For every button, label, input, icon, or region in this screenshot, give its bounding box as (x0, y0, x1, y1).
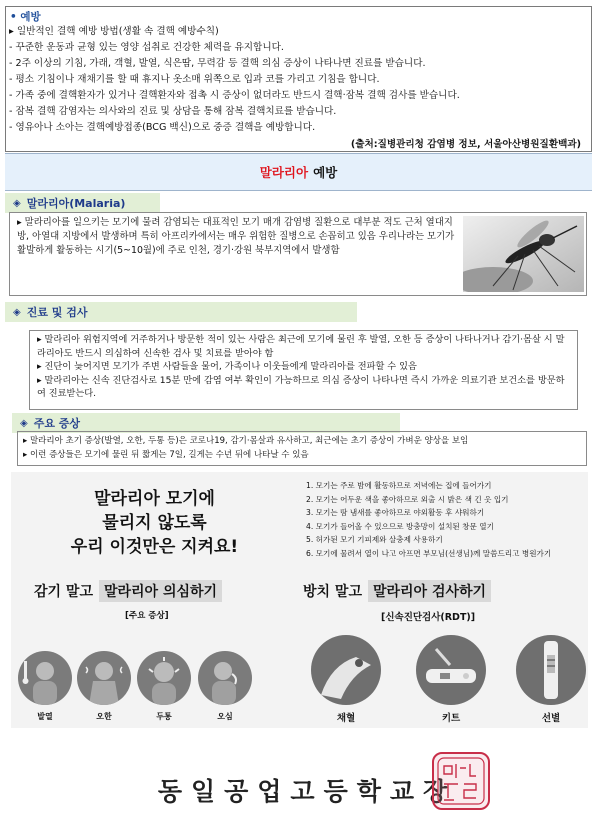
section-title: 말라리아(Malaria) (26, 197, 126, 210)
prevention-item: - 꾸준한 운동과 균형 있는 영양 섭취로 건강한 체력을 유지합니다. (9, 42, 284, 53)
diamond-icon: ◈ (13, 306, 21, 318)
poster-heading-line: 물리지 않도록 (102, 513, 207, 533)
prevention-item: - 2주 이상의 기침, 가래, 객혈, 발열, 식은땀, 무력감 등 결핵 의심 증상이 나타나면 진료를 받습니다. (9, 58, 426, 69)
symptom-caption: 발열 (37, 712, 53, 721)
section-label-symptoms (12, 413, 400, 433)
prevention-item: - 영유아나 소아는 결핵예방접종(BCG 백신)으로 중증 결핵을 예방합니다. (9, 122, 316, 133)
mosquito-photo (463, 216, 584, 292)
tip-item: 6. 모기에 물려서 열이 나고 아프면 부모님(선생님)께 말씀드리고 병원가기 (306, 548, 552, 558)
prevention-item: ▸ 일반적인 결핵 예방 방법(생활 속 결핵 예방수칙) (9, 26, 219, 37)
section-title: 진료 및 검사 (26, 306, 88, 319)
prevention-item: - 가족 중에 결핵환자가 있거나 결핵환자와 접촉 시 증상이 없더라도 반드시 결핵·잠복 결핵 검사를 받습니다. (9, 90, 460, 101)
headache-icon (137, 651, 191, 705)
section-label-treatment (5, 302, 357, 322)
banner-test-malaria (303, 577, 491, 604)
banner-highlight: 말라리아 의심하기 (99, 580, 222, 602)
prevention-source: (출처:질병관리청 감염병 정보, 서울아산병원질환백과) (350, 139, 581, 150)
diamond-icon: ◈ (20, 417, 28, 429)
symptoms-list (23, 434, 583, 462)
symptom-item: ▸ 이런 증상들은 모기에 물린 뒤 짧게는 7일, 길게는 수년 뒤에 나타날 수 있음 (23, 450, 309, 460)
diamond-icon: ◈ (13, 197, 21, 209)
banner-suspect-malaria (34, 577, 222, 604)
title-red-text: 말라리아 (259, 165, 309, 180)
treatment-list (37, 333, 573, 401)
title-black-text: 예방 (313, 165, 338, 180)
main-symptoms-label: [주요 증상] (125, 611, 169, 621)
test-kit-icon (416, 635, 486, 705)
chills-icon (77, 651, 131, 705)
banner-plain: 방치 말고 (303, 583, 362, 600)
poster-heading-line: 말라리아 모기에 (94, 489, 215, 509)
tip-item: 1. 모기는 주로 밤에 활동하므로 저녁에는 집에 들어가기 (306, 481, 492, 490)
section-title: 주요 증상 (33, 417, 81, 430)
malaria-title-bar (5, 153, 592, 191)
test-caption: 키트 (441, 713, 461, 724)
tip-item: 5. 허가된 모기 기피제와 살충제 사용하기 (306, 535, 443, 545)
symptom-caption: 두통 (156, 712, 172, 721)
poster-tips (306, 479, 588, 561)
test-caption: 선별 (541, 713, 561, 724)
test-strip-icon (516, 635, 586, 705)
section-label-malaria (5, 193, 160, 213)
banner-plain: 감기 말고 (34, 583, 93, 600)
banner-highlight: 말라리아 검사하기 (368, 580, 491, 602)
official-seal (432, 752, 490, 810)
symptom-item: ▸ 말라리아 초기 증상(발열, 오한, 두통 등)은 코로나19, 감기·몸살과 유사하고, 최근에는 초기 증상이 가벼운 양상을 보임 (23, 436, 469, 446)
school-principal-signature: 동일공업고등학교장 (157, 777, 457, 806)
treatment-item: ▸ 말라리아는 신속 진단검사로 15분 만에 감염 여부 확인이 가능하므로 의심 증상이 나타나면 즉시 가까운 의료기관 보건소를 방문하여 진료받는다. (37, 374, 565, 400)
treatment-item: ▸ 진단이 늦어지면 모기가 주변 사람들을 물어, 가족이나 이웃들에게 말라리아를 전파할 수 있음 (37, 361, 417, 373)
tip-item: 2. 모기는 어두운 색을 좋아하므로 외출 시 밝은 색 긴 옷 입기 (306, 494, 509, 504)
symptom-caption: 오한 (96, 712, 112, 721)
tip-item: 4. 모기가 들어올 수 있으므로 방충망이 설치된 창문 열기 (306, 521, 494, 531)
poster-heading-line: 우리 이것만은 지켜요! (70, 537, 239, 557)
fever-icon (18, 651, 72, 705)
nausea-icon (198, 651, 252, 705)
poster-heading (32, 487, 277, 559)
prevention-heading: • 예방 (10, 11, 41, 23)
symptom-caption: 오심 (217, 712, 233, 721)
treatment-item: ▸ 말라리아 위험지역에 거주하거나 방문한 적이 있는 사람은 최근에 모기에 물린 후 발열, 오한 등 증상이 나타나거나 감기·몸살 시 말라리아도 반드시 의심하여 신속한 검사 및 치료를 받아야 함 (37, 334, 565, 359)
tip-item: 3. 모기는 땀 냄새를 좋아하므로 야외활동 후 샤워하기 (306, 508, 485, 518)
prevention-list (9, 24, 587, 136)
blood-draw-icon (311, 635, 381, 705)
malaria-description: ▸ 말라리아를 일으키는 모기에 물려 감염되는 대표적인 모기 매개 감염병 질환으로 대부분 적도 근처 열대지방, 아열대 지방에서 발생하며 특히 아프리카에서는 매우 위험한 질병으로 손꼽히고 있음 우리나라는 모기가 활발하게 활동하는 시기(5~10월)에 주로 인천, 경기·강원 북부지역에서 발생함 (17, 217, 455, 257)
rdt-label: [신속진단검사(RDT)] (381, 612, 476, 623)
test-caption: 채혈 (336, 713, 356, 724)
prevention-item: - 평소 기침이나 재채기를 할 때 휴지나 옷소매 위쪽으로 입과 코를 가리고 기침을 합니다. (9, 74, 380, 85)
prevention-item: - 잠복 결핵 감염자는 의사와의 진료 및 상담을 통해 잠복 결핵치료를 받습니다. (9, 106, 337, 117)
